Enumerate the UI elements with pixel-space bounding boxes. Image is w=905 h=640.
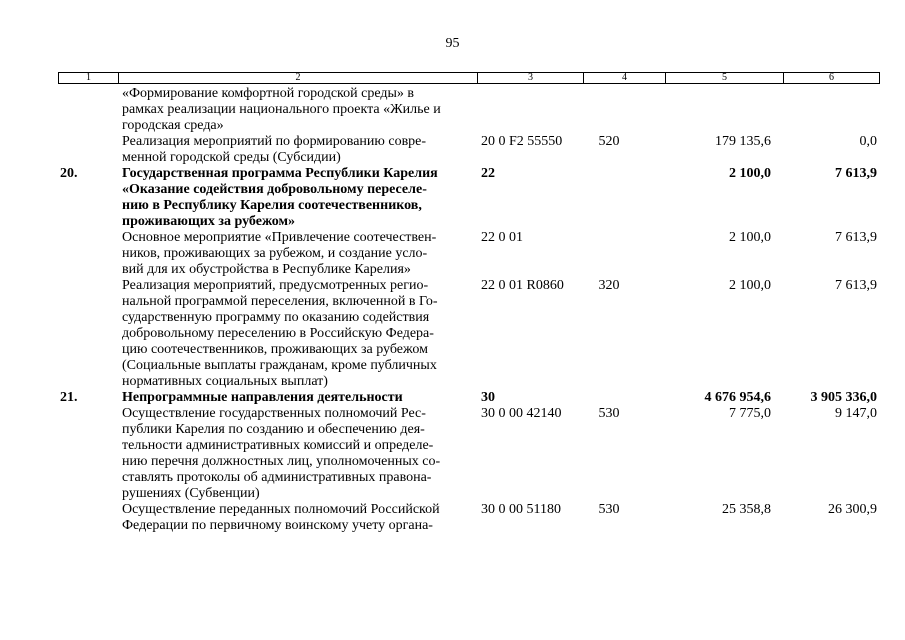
table-row (0, 502, 905, 534)
description-line: вий для их обустройства в Республике Карелия» (122, 262, 411, 277)
description-line: «Оказание содействия добровольному переселе- (122, 182, 427, 197)
header-col-3: 3 (478, 73, 584, 83)
table-row (0, 86, 905, 134)
row-number: 21. (60, 390, 78, 405)
table-header (58, 72, 880, 84)
row-number: 20. (60, 166, 78, 181)
amount-col-6: 7 613,9 (835, 278, 877, 293)
target-code: 30 0 00 51180 (481, 502, 561, 517)
row-description (122, 86, 472, 134)
expense-type: 320 (598, 278, 620, 293)
description-line: Осуществление государственных полномочий Рес- (122, 406, 426, 421)
description-line: городская среда» (122, 118, 224, 133)
table-row (0, 134, 905, 166)
amount-col-6: 26 300,9 (828, 502, 877, 517)
description-line: нию в Республику Карелия соотечественников, (122, 198, 422, 213)
description-line: публики Карелия по созданию и обеспечению дея- (122, 422, 425, 437)
header-col-5: 5 (666, 73, 784, 83)
expense-type: 530 (598, 502, 620, 517)
expense-type: 520 (598, 134, 620, 149)
description-line: проживающих за рубежом» (122, 214, 296, 229)
description-line: «Формирование комфортной городской среды» в (122, 86, 415, 101)
table-row (0, 230, 905, 278)
description-line: нальной программой переселения, включенной в Го- (122, 294, 438, 309)
description-line: (Социальные выплаты гражданам, кроме публичных (122, 358, 437, 373)
description-line: добровольному переселению в Российскую Федера- (122, 326, 434, 341)
header-col-2: 2 (119, 73, 478, 83)
target-code: 22 0 01 R0860 (481, 278, 564, 293)
amount-col-6: 3 905 336,0 (810, 390, 877, 405)
header-col-4: 4 (584, 73, 666, 83)
description-line: Основное мероприятие «Привлечение соотечествен- (122, 230, 437, 245)
row-description (122, 278, 472, 390)
amount-col-5: 2 100,0 (729, 166, 771, 181)
description-line: Федерации по первичному воинскому учету органа- (122, 518, 433, 533)
description-line: Реализация мероприятий, предусмотренных регио- (122, 278, 429, 293)
target-code: 20 0 F2 55550 (481, 134, 563, 149)
amount-col-5: 2 100,0 (729, 230, 771, 245)
page-number: 95 (445, 36, 460, 51)
amount-col-6: 9 147,0 (835, 406, 877, 421)
description-line: менной городской среды (Субсидии) (122, 150, 341, 165)
description-line: Государственная программа Республики Карелия (122, 166, 438, 181)
header-col-1: 1 (59, 73, 119, 83)
amount-col-5: 25 358,8 (722, 502, 771, 517)
table-row (0, 390, 905, 406)
amount-col-6: 7 613,9 (835, 166, 877, 181)
amount-col-5: 4 676 954,6 (704, 390, 771, 405)
row-description (122, 134, 472, 166)
amount-col-6: 7 613,9 (835, 230, 877, 245)
amount-col-5: 179 135,6 (715, 134, 771, 149)
description-line: нию перечня должностных лиц, уполномоченных со- (122, 454, 441, 469)
description-line: нормативных социальных выплат) (122, 374, 328, 389)
table-body (0, 86, 905, 534)
description-line: Осуществление переданных полномочий Российской (122, 502, 440, 517)
amount-col-5: 7 775,0 (729, 406, 771, 421)
amount-col-5: 2 100,0 (729, 278, 771, 293)
amount-col-6: 0,0 (859, 134, 877, 149)
description-line: Непрограммные направления деятельности (122, 390, 403, 405)
target-code: 30 0 00 42140 (481, 406, 562, 421)
target-code: 30 (481, 390, 495, 405)
table-row (0, 406, 905, 502)
description-line: Реализация мероприятий по формированию совре- (122, 134, 427, 149)
row-description (122, 166, 472, 230)
target-code: 22 (481, 166, 495, 181)
description-line: ставлять протоколы об административных правона- (122, 470, 432, 485)
table-row (0, 278, 905, 390)
row-description (122, 390, 472, 406)
description-line: ников, проживающих за рубежом, и создание усло- (122, 246, 428, 261)
description-line: тельности административных комиссий и определе- (122, 438, 434, 453)
table-row (0, 166, 905, 230)
target-code: 22 0 01 (481, 230, 523, 245)
row-description (122, 502, 472, 534)
description-line: сударственную программу по оказанию содействия (122, 310, 430, 325)
description-line: рамках реализации национального проекта «Жилье и (122, 102, 441, 117)
description-line: цию соотечественников, проживающих за рубежом (122, 342, 428, 357)
row-description (122, 406, 472, 502)
description-line: рушениях (Субвенции) (122, 486, 260, 501)
row-description (122, 230, 472, 278)
expense-type: 530 (598, 406, 620, 421)
header-col-6: 6 (829, 72, 834, 83)
